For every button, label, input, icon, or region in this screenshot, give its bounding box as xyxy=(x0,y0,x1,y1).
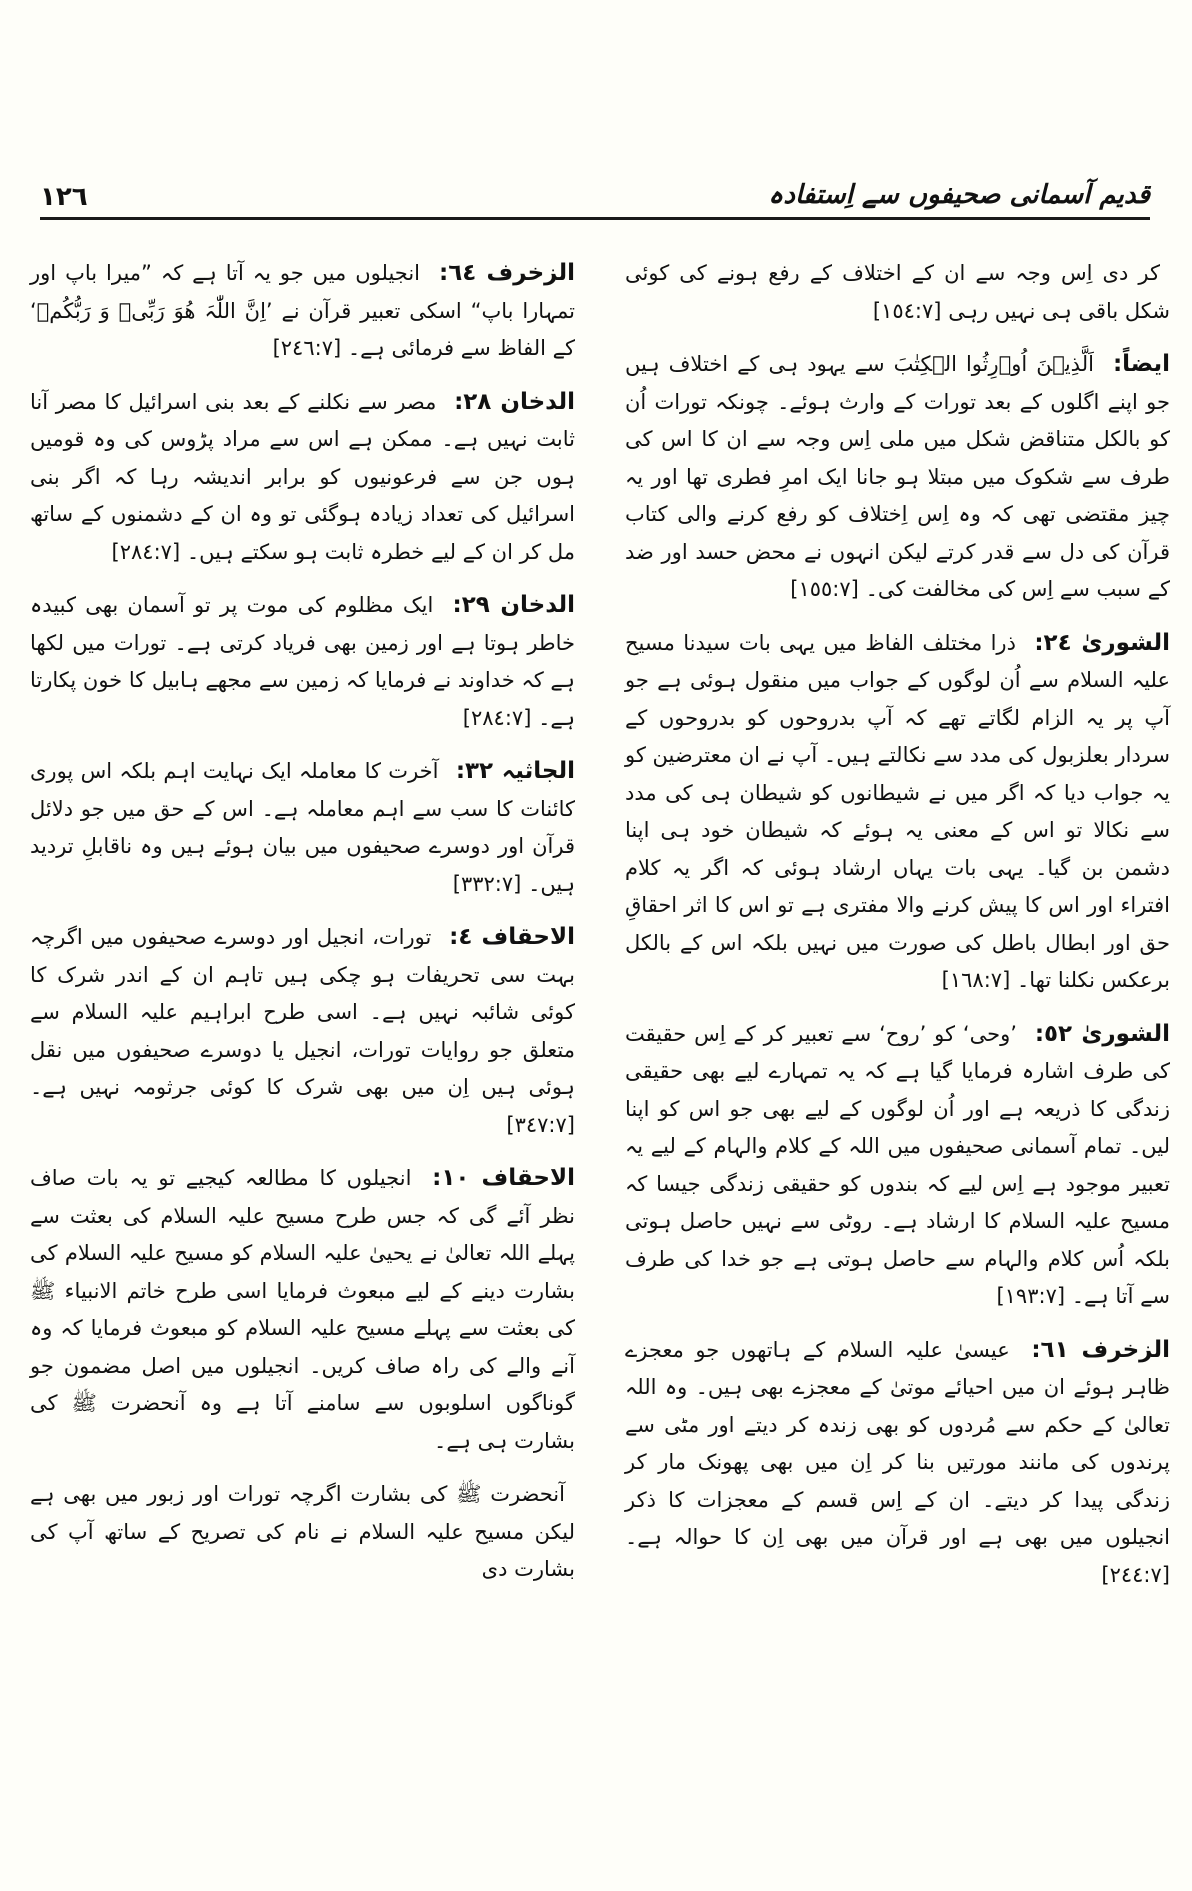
paragraph xyxy=(625,1016,1170,1316)
paragraph-reference: [٣٤٧:٧] xyxy=(506,1112,575,1137)
right-column xyxy=(625,255,1170,1610)
paragraph-heading: الاحقاف ٤: xyxy=(449,924,575,950)
paragraph xyxy=(30,255,575,368)
paragraph-heading: الشوریٰ ٢٤: xyxy=(1034,629,1171,656)
paragraph-reference: [٣٣٢:٧] xyxy=(452,871,522,896)
paragraph xyxy=(30,1160,575,1460)
paragraph-text: مصر سے نکلنے کے بعد بنی اسرائیل کا مصر آنا ثابت نہیں ہے۔ ممکن ہے اس سے مراد پڑوس کی وہ قومیں ہوں جن سے فرعونیوں کو برابر اندیشہ رہا کہ اگر بنی اسرائیل کی تعداد زیادہ ہوگئی تو وہ ان کے دشمنوں کے ساتھ مل کر ان کے لیے خطرہ ثابت ہو سکتے ہیں۔ xyxy=(30,389,575,564)
paragraph-heading: الشوریٰ ٥٢: xyxy=(1034,1020,1170,1047)
paragraph xyxy=(625,255,1170,330)
paragraph-text: اَلَّذِیۡنَ اُوۡرِثُوا الۡکِتٰبَ سے یہود ہی کے اختلاف ہیں جو اپنے اگلوں کے بعد تورات کے وارث ہوئے۔ چونکہ تورات اُن کو بالکل متناقض شکل میں ملی اِس وجہ سے ان کا اس کی طرف سے شکوک میں مبتلا ہو جانا ایک امرِ فطری تھا اور یہ چیز مقتضی تھی کہ وہ اِس اِختلاف کو رفع کرنے والی کتاب قرآن کی دل سے قدر کرتے لیکن انہوں نے محض حسد اور ضد کے سبب سے اِس کی مخالفت کی۔ xyxy=(625,352,1170,601)
paragraph-text: تورات، انجیل اور دوسرے صحیفوں میں اگرچہ بہت سی تحریفات ہو چکی ہیں تاہم ان کے اندر شرک کا کوئی شائبہ نہیں ہے۔ اسی طرح ابراہیم علیہ السلام سے متعلق جو روایات تورات، انجیل یا دوسرے صحیفوں میں نقل ہوئی ہیں اِن میں بھی شرک کا کوئی جرثومہ نہیں ہے۔ xyxy=(30,925,575,1099)
paragraph-reference: [٢٤٤:٧] xyxy=(1101,1562,1170,1587)
paragraph-heading: ایضاً: xyxy=(1112,351,1170,377)
paragraph-reference: [١٥٥:٧] xyxy=(790,577,859,601)
paragraph xyxy=(30,587,575,737)
left-column xyxy=(30,255,575,1605)
page-number: ١٢٦ xyxy=(40,182,88,212)
paragraph xyxy=(30,384,575,572)
paragraph xyxy=(30,919,575,1144)
running-title: قدیم آسمانی صحیفوں سے اِستفادہ xyxy=(768,180,1150,210)
paragraph-text: انجیلوں میں جو یہ آتا ہے کہ ”میرا باپ اور تمہارا باپ“ اسکی تعبیر قرآن نے ’اِنَّ اللّٰہَ ھُوَ رَبِّیۡ وَ رَبُّکُمۡ‘ کے الفاظ سے فرمائی ہے۔ xyxy=(30,261,575,360)
paragraph-heading: الدخان ٢٩: xyxy=(452,592,575,618)
paragraph-text: آخرت کا معاملہ ایک نہایت اہم بلکہ اس پوری کائنات کا سب سے اہم معاملہ ہے۔ اس کے حق میں جو دلائل قرآن اور دوسرے صحیفوں میں بیان ہوئے ہیں وہ ناقابلِ تردید ہیں۔ xyxy=(30,759,575,896)
paragraph-text: ایک مظلوم کی موت پر تو آسمان بھی کبیدہ خاطر ہوتا ہے اور زمین بھی فریاد کرتی ہے۔ تورات میں لکھا ہے کہ خداوند نے فرمایا کہ زمین سے مجھے ہابیل کا خون پکارتا ہے۔ xyxy=(30,593,575,730)
paragraph-text: کر دی اِس وجہ سے ان کے اختلاف کے رفع ہونے کی کوئی شکل باقی ہی نہیں رہی xyxy=(625,261,1170,323)
paragraph-reference: [٢٨٤:٧] xyxy=(462,705,532,730)
page-header xyxy=(40,180,1150,220)
paragraph xyxy=(625,625,1170,1000)
paragraph xyxy=(625,346,1170,609)
paragraph-reference: [١٦٨:٧] xyxy=(941,968,1011,992)
paragraph-text: انجیلوں کا مطالعہ کیجیے تو یہ بات صاف نظر آئے گی کہ جس طرح مسیح علیہ السلام کی بعثت سے پہلے اللہ تعالیٰ نے یحییٰ علیہ السلام کو مسیح علیہ السلام کی بشارت دینے کے لیے مبعوث فرمایا اسی طرح خاتم الانبیاء ﷺ کی بعثت سے پہلے مسیح علیہ السلام کو مبعوث فرمایا کہ وہ آنے والے کی راہ صاف کریں۔ انجیلوں میں اصل مضمون جو گوناگوں اسلوبوں سے سامنے آتا ہے وہ آنحضرت ﷺ کی بشارت ہی ہے۔ xyxy=(30,1166,575,1453)
paragraph-heading: الجاثیہ ٣٢: xyxy=(455,758,575,784)
paragraph-reference: [٢٤٦:٧] xyxy=(272,336,342,360)
paragraph xyxy=(30,1476,575,1589)
paragraph-text: آنحضرت ﷺ کی بشارت اگرچہ تورات اور زبور میں بھی ہے لیکن مسیح علیہ السلام نے نام کی تصریح کے ساتھ آپ کی بشارت دی xyxy=(30,1482,575,1581)
paragraph-reference: [١٩٣:٧] xyxy=(996,1284,1066,1308)
paragraph xyxy=(30,753,575,903)
paragraph-heading: الزخرف ٦١: xyxy=(1031,1336,1170,1363)
paragraph-heading: الاحقاف ١٠: xyxy=(432,1165,575,1191)
header-rule xyxy=(40,217,1150,220)
paragraph xyxy=(625,1332,1170,1595)
paragraph-reference: [١٥٤:٧] xyxy=(872,298,942,323)
paragraph-text: ’وحی‘ کو ’روح‘ سے تعبیر کر کے اِس حقیقت کی طرف اشارہ فرمایا گیا ہے کہ یہ تمہارے لیے بھی حقیقی زندگی کا ذریعہ ہے اور اُن لوگوں کے لیے بھی جو اس کو اپنا لیں۔ تمام آسمانی صحیفوں میں اللہ کے کلام والہام کے لیے یہ تعبیر موجود ہے اِس لیے کہ بندوں کو حقیقی زندگی جیسا کہ مسیح علیہ السلام کا ارشاد ہے۔ روٹی سے نہیں حاصل ہوتی بلکہ اُس کلام والہام سے حاصل ہوتی ہے جو خدا کی طرف سے آتا ہے۔ xyxy=(625,1021,1170,1308)
paragraph-reference: [٢٨٤:٧] xyxy=(111,539,181,564)
paragraph-text: عیسیٰ علیہ السلام کے ہاتھوں جو معجزے ظاہر ہوئے ان میں احیائے موتیٰ کے معجزے بھی ہیں۔ وہ اللہ تعالیٰ کے حکم سے مُردوں کو بھی زندہ کر دیتے اور مٹی سے پرندوں کی مانند مورتیں بنا کر اِن میں بھی پھونک مار کر زندگی پیدا کر دیتے۔ ان کے اِس قسم کے معجزات کا ذکر انجیلوں میں بھی ہے اور قرآن میں بھی اِن کا حوالہ ہے۔ xyxy=(625,1337,1170,1549)
paragraph-heading: الزخرف ٦٤: xyxy=(438,260,575,286)
paragraph-heading: الدخان ٢٨: xyxy=(454,388,575,415)
paragraph-text: ذرا مختلف الفاظ میں یہی بات سیدنا مسیح علیہ السلام سے اُن لوگوں کے جواب میں منقول ہوئی ہے جو آپ پر یہ الزام لگاتے تھے کہ آپ بدروحوں کو بدروحوں کے سردار بعلزبول کی مدد سے نکالتے ہیں۔ آپ نے ان معترضین کو یہ جواب دیا کہ اگر میں نے شیطانوں کو شیطان ہی کی مدد سے نکالا تو اس کے معنی یہ ہوئے کہ شیطان خود ہی اپنا دشمن بن گیا۔ یہی بات یہاں ارشاد ہوئی کہ اگر یہ کلام افتراء اور اس کا پیش کرنے والا مفتری ہے تو اس کا اثر احقاقِ حق اور ابطال باطل کی صورت میں نہیں بلکہ اس کے بالکل برعکس نکلنا تھا۔ xyxy=(625,630,1170,992)
